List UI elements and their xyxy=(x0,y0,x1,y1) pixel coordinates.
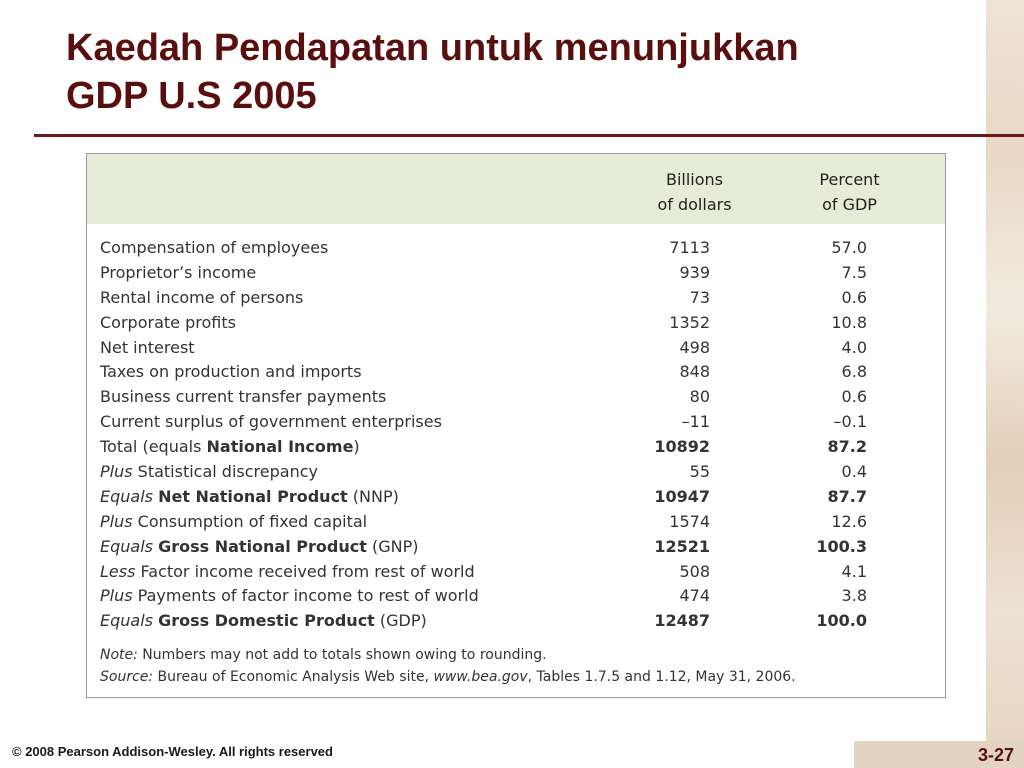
table-row xyxy=(87,261,945,286)
percent-value: 0.4 xyxy=(841,462,867,482)
percent-value: 57.0 xyxy=(831,238,867,257)
row-label: Plus Statistical discrepancy xyxy=(100,462,318,482)
billions-value: 73 xyxy=(689,287,710,307)
billions-value: 12521 xyxy=(654,536,710,556)
billions-value: 474 xyxy=(679,586,710,606)
row-label: Proprietor’s income xyxy=(100,262,257,282)
percent-value: 87.7 xyxy=(827,486,867,506)
decorative-sidebar xyxy=(986,0,1024,768)
percent-value: 3.8 xyxy=(841,586,867,606)
table-row xyxy=(87,336,945,361)
billions-value: 508 xyxy=(679,561,710,581)
billions-value: 12487 xyxy=(654,611,710,631)
billions-value: 7113 xyxy=(669,238,710,257)
row-label: Taxes on production and imports xyxy=(100,362,362,382)
row-label: Equals Gross Domestic Product (GDP) xyxy=(100,611,427,631)
table-row xyxy=(87,410,945,435)
table-row xyxy=(87,535,945,560)
percent-value: 100.3 xyxy=(816,536,867,556)
table-row xyxy=(87,485,945,510)
percent-value: 10.8 xyxy=(831,312,867,332)
table-row xyxy=(87,286,945,311)
billions-value: 848 xyxy=(679,362,710,382)
title-divider xyxy=(34,134,1024,137)
table-row xyxy=(87,609,945,634)
billions-value: 10947 xyxy=(654,486,710,506)
table-row xyxy=(87,584,945,609)
table-row xyxy=(87,560,945,585)
table-row xyxy=(87,236,945,261)
billions-value: 939 xyxy=(679,262,710,282)
table-row xyxy=(87,311,945,336)
table-row xyxy=(87,460,945,485)
billions-value: 55 xyxy=(689,462,710,482)
table-header xyxy=(87,154,945,224)
billions-value: 1574 xyxy=(669,511,710,531)
income-table xyxy=(86,153,946,698)
row-label: Plus Consumption of fixed capital xyxy=(100,511,368,531)
row-label: Current surplus of government enterprises xyxy=(100,412,442,432)
billions-value: 80 xyxy=(689,387,710,407)
percent-value: 0.6 xyxy=(841,387,867,407)
row-label: Equals Gross National Product (GNP) xyxy=(100,536,419,556)
note-line: Note: Numbers may not add to totals shown owing to rounding. xyxy=(100,647,547,663)
slide-number-box xyxy=(854,741,1024,768)
billions-value: 498 xyxy=(679,337,710,357)
table-body xyxy=(87,236,945,634)
percent-value: 4.0 xyxy=(841,337,867,357)
row-label: Corporate profits xyxy=(100,312,236,332)
billions-value: –11 xyxy=(681,412,710,432)
row-label: Total (equals National Income) xyxy=(100,437,360,457)
row-label: Rental income of persons xyxy=(100,287,304,307)
row-label: Business current transfer payments xyxy=(100,387,387,407)
percent-value: 100.0 xyxy=(816,611,867,631)
billions-value: 1352 xyxy=(669,312,710,332)
title-line-2: GDP U.S 2005 xyxy=(66,75,317,117)
table-notes xyxy=(100,644,796,688)
slide-number: 3-27 xyxy=(977,745,1014,765)
row-label: Compensation of employees xyxy=(100,238,329,257)
table-row xyxy=(87,385,945,410)
row-label: Net interest xyxy=(100,337,195,357)
table-row xyxy=(87,510,945,535)
table-row xyxy=(87,360,945,385)
percent-value: –0.1 xyxy=(833,412,867,432)
percent-value: 12.6 xyxy=(831,511,867,531)
copyright-footer: © 2008 Pearson Addison-Wesley. All rights reserved xyxy=(12,744,333,759)
percent-value: 0.6 xyxy=(841,287,867,307)
slide-title xyxy=(66,24,966,120)
percent-value: 6.8 xyxy=(841,362,867,382)
billions-value: 10892 xyxy=(654,437,710,457)
percent-value: 87.2 xyxy=(827,437,867,457)
header-percent: Percent of GDP xyxy=(819,170,880,214)
row-label: Less Factor income received from rest of world xyxy=(100,561,475,581)
percent-value: 4.1 xyxy=(841,561,867,581)
source-line: Source: Bureau of Economic Analysis Web site, www.bea.gov, Tables 1.7.5 and 1.12, May 31, 2006. xyxy=(100,669,796,685)
header-billions: Billions of dollars xyxy=(657,170,732,214)
row-label: Plus Payments of factor income to rest of world xyxy=(100,586,479,606)
row-label: Equals Net National Product (NNP) xyxy=(100,486,399,506)
percent-value: 7.5 xyxy=(841,262,867,282)
table-row xyxy=(87,435,945,460)
title-line-1: Kaedah Pendapatan untuk menunjukkan xyxy=(66,27,799,69)
